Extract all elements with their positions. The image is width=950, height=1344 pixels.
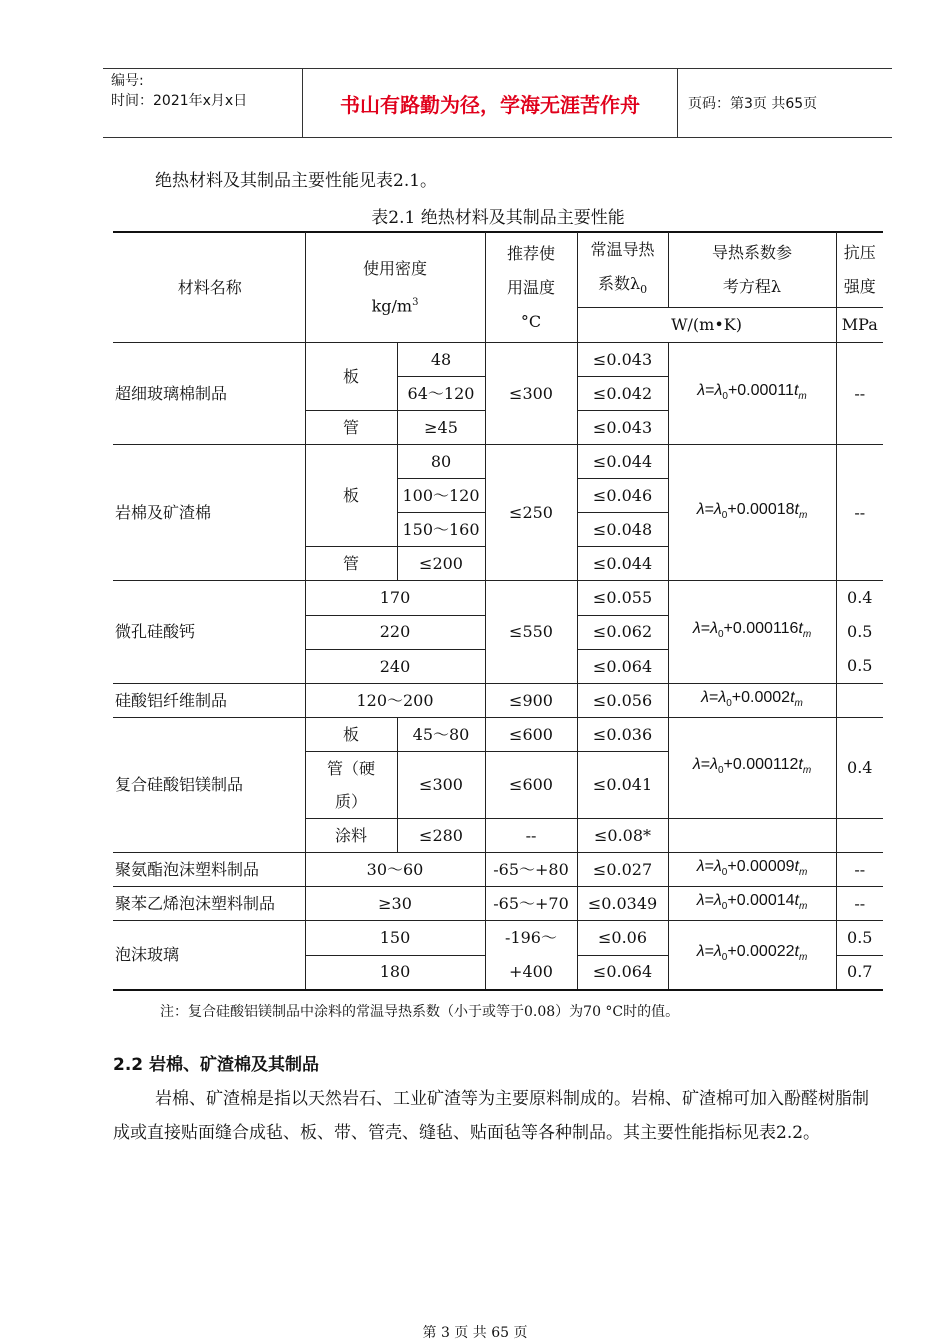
code-label: 编号: — [111, 73, 144, 89]
table-row: 220 ≤0.062 — [113, 615, 883, 649]
header-cond-unit: W/(m•K) — [577, 308, 836, 343]
table-row: 聚氨酯泡沫塑料制品 30～60 -65～+80 ≤0.027 $\lambda=\lambda_0+0.00009t_m$ -- — [113, 853, 883, 887]
table-row: 150～160 ≤0.048 — [113, 513, 883, 547]
table-row: 硅酸铝纤维制品 120～200 ≤900 ≤0.056 $\lambda=\lambda_0+0.0002t_m$ — [113, 684, 883, 718]
table-row: 100～120 ≤0.046 — [113, 479, 883, 513]
table-row: 泡沫玻璃 150 -196～+400 ≤0.06 $\lambda=\lambda_0+0.00022t_m$ 0.5 — [113, 921, 883, 955]
page-header — [103, 68, 892, 138]
table-row: 微孔硅酸钙 170 ≤550 ≤0.055 $\lambda=\lambda_0+0.000116t_m$ 0.4 0.5 0.5 — [113, 581, 883, 615]
table-row: 岩棉及矿渣棉 板 80 ≤250 ≤0.044 $\lambda=\lambda_0+0.00018t_m$ -- — [113, 445, 883, 479]
equation-cell: $\lambda=\lambda_0+0.00009t_m$ — [668, 853, 836, 887]
equation-cell: $\lambda=\lambda_0+0.00018t_m$ — [668, 445, 836, 581]
page-footer: 第 3 页 共 65 页 — [422, 1325, 528, 1341]
header-page-info: 页码：第3页 共65页 — [688, 96, 818, 112]
header-equation: 导热系数参考方程λ — [668, 232, 836, 308]
table-row: 管（硬质） ≤300 ≤600 ≤0.041 — [113, 752, 883, 819]
table-row: 180 ≤0.064 0.7 — [113, 955, 883, 990]
header-strength: 抗压强度 — [836, 232, 883, 308]
header-conductivity: 常温导热系数$\lambda_0$ — [577, 232, 668, 308]
table-row: 涂料 ≤280 -- ≤0.08* — [113, 819, 883, 853]
header-motto: 书山有路勤为径，学海无涯苦作舟 — [303, 69, 678, 137]
table-row: 管 ≥45 ≤0.043 — [113, 411, 883, 445]
equation-cell: $\lambda=\lambda_0+0.00022t_m$ — [668, 921, 836, 991]
table-row: 64～120 ≤0.042 — [113, 377, 883, 411]
table-row: 240 ≤0.064 — [113, 649, 883, 683]
equation-cell: $\lambda=\lambda_0+0.000116t_m$ — [668, 581, 836, 684]
table-row: 管 ≤200 ≤0.044 — [113, 547, 883, 581]
equation-cell: $\lambda=\lambda_0+0.0002t_m$ — [668, 684, 836, 718]
equation-cell: $\lambda=\lambda_0+0.00011t_m$ — [668, 343, 836, 445]
properties-table — [113, 231, 883, 991]
table-row: 复合硅酸铝镁制品 板 45～80 ≤600 ≤0.036 $\lambda=\lambda_0+0.000112t_m$ 0.4 — [113, 718, 883, 752]
header-temp: 推荐使用温度 °C — [485, 232, 577, 343]
equation-cell: $\lambda=\lambda_0+0.00014t_m$ — [668, 887, 836, 921]
header-material: 材料名称 — [113, 232, 305, 343]
header-density: 使用密度 $kg/m^3$ — [305, 232, 485, 343]
intro-paragraph: 绝热材料及其制品主要性能见表2.1。 — [155, 171, 438, 191]
table-note: 注：复合硅酸铝镁制品中涂料的常温导热系数（小于或等于0.08）为70 °C时的值。 — [160, 1004, 680, 1020]
equation-cell: $\lambda=\lambda_0+0.000112t_m$ — [668, 718, 836, 819]
table-caption: 表2.1 绝热材料及其制品主要性能 — [371, 208, 625, 228]
table-row: 聚苯乙烯泡沫塑料制品 ≥30 -65～+70 ≤0.0349 $\lambda=\lambda_0+0.00014t_m$ -- — [113, 887, 883, 921]
header-left — [103, 69, 303, 137]
section-title: 2.2 岩棉、矿渣棉及其制品 — [113, 1055, 320, 1075]
header-strength-unit: MPa — [836, 308, 883, 343]
table-row: 超细玻璃棉制品 板 48 ≤300 ≤0.043 $\lambda=\lambda_0+0.00011t_m$ -- — [113, 343, 883, 377]
time-label: 时间：2021年x月x日 — [111, 93, 248, 109]
body-paragraph: 岩棉、矿渣棉是指以天然岩石、工业矿渣等为主要原料制成的。岩棉、矿渣棉可加入酚醛树脂制成或直接贴面缝合成毡、板、带、管壳、缝毡、贴面毡等各种制品。其主要性能指标见表2.2。 — [113, 1089, 869, 1143]
